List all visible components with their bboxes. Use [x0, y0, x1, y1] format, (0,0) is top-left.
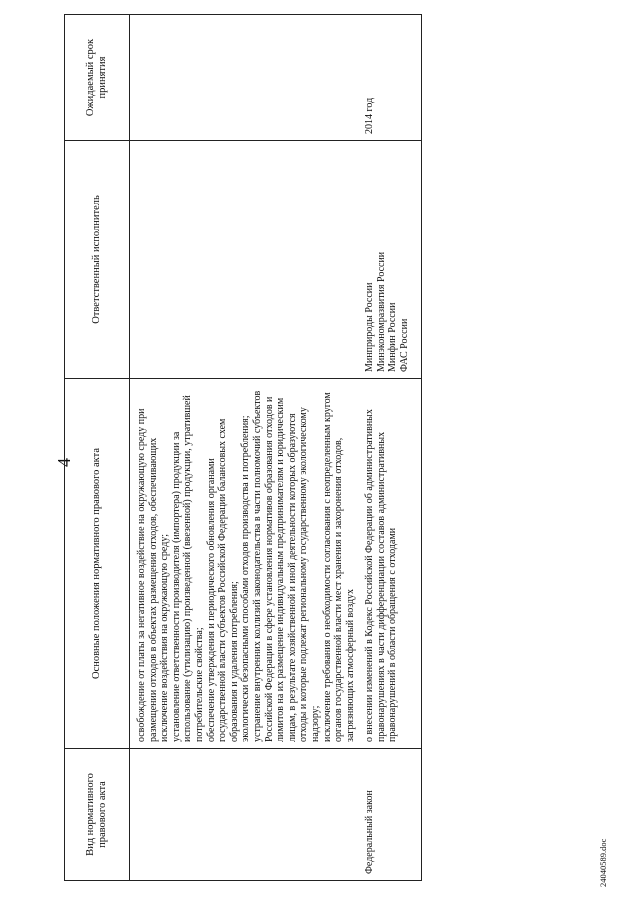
- table-header-row: [65, 15, 130, 881]
- executor-line: Минэкономразвития России: [375, 251, 387, 372]
- deadline-cell: [130, 15, 359, 141]
- provisions-cell: [130, 379, 359, 749]
- header-executor: Ответственный исполнитель: [65, 141, 130, 379]
- provision-line: экологически безопасными способами отходов производства и потребления;: [240, 415, 252, 742]
- document-reference: 24040589.doc: [598, 838, 608, 887]
- provision-line: установление ответственности производителя (импортера) продукции за использование (утилизацию) произведенной (ввезенной) продукции, утратившей потребительские свойства;: [170, 395, 205, 742]
- provisions-cell: [358, 379, 421, 749]
- header-provisions: Основные положения нормативного правового акта: [65, 379, 130, 749]
- deadline-cell: 2014 год: [358, 15, 421, 141]
- executor-line: Минприроды России: [364, 282, 376, 372]
- provision-line: о внесении изменений в Кодекс Российской Федерации об административных правонарушениях в части дифференциации составов административных правонарушений в области обращения с отходами: [364, 409, 399, 742]
- executor-cell: [358, 141, 421, 379]
- act-type-cell: [130, 749, 359, 881]
- table-row: [130, 15, 359, 881]
- act-type-cell: Федеральный закон: [358, 749, 421, 881]
- header-act-type: Вид нормативного правового акта: [65, 749, 130, 881]
- executor-line: Минфин России: [387, 302, 399, 372]
- header-deadline: Ожидаемый срок принятия: [65, 15, 130, 141]
- provision-line: устранение внутренних коллизий законодательства в части полномочий субъектов Российской Федерации в сфере установления нормативов образования отходов и лимитов на их размещение индивидуальным предпринимателям и юридическим лицам, в результате хозяйственной и иной деятельности которых образуются отходы и которые подлежат региональному государственному экологическому надзору;: [251, 390, 321, 742]
- acts-table: [64, 14, 422, 881]
- executor-cell: [130, 141, 359, 379]
- provision-line: освобождение от платы за негативное воздействие на окружающую среду при размещении отходов в объектах размещения отходов, обеспечивающих исключение воздействия на окружающую среду;: [136, 408, 171, 742]
- provision-line: исключение требования о необходимости согласования с неопределенным кругом органов государственной власти мест хранения и захоронения отходов, загрязняющих атмосферный воздух: [321, 392, 356, 742]
- page-number: 4: [54, 458, 74, 467]
- table-row: [358, 15, 421, 881]
- provision-line: обеспечение утверждения и периодического обновления органами государственной власти субъектов Российской Федерации балансовых схем образования и удаления потребления;: [205, 418, 240, 742]
- executor-line: ФАС России: [399, 318, 411, 372]
